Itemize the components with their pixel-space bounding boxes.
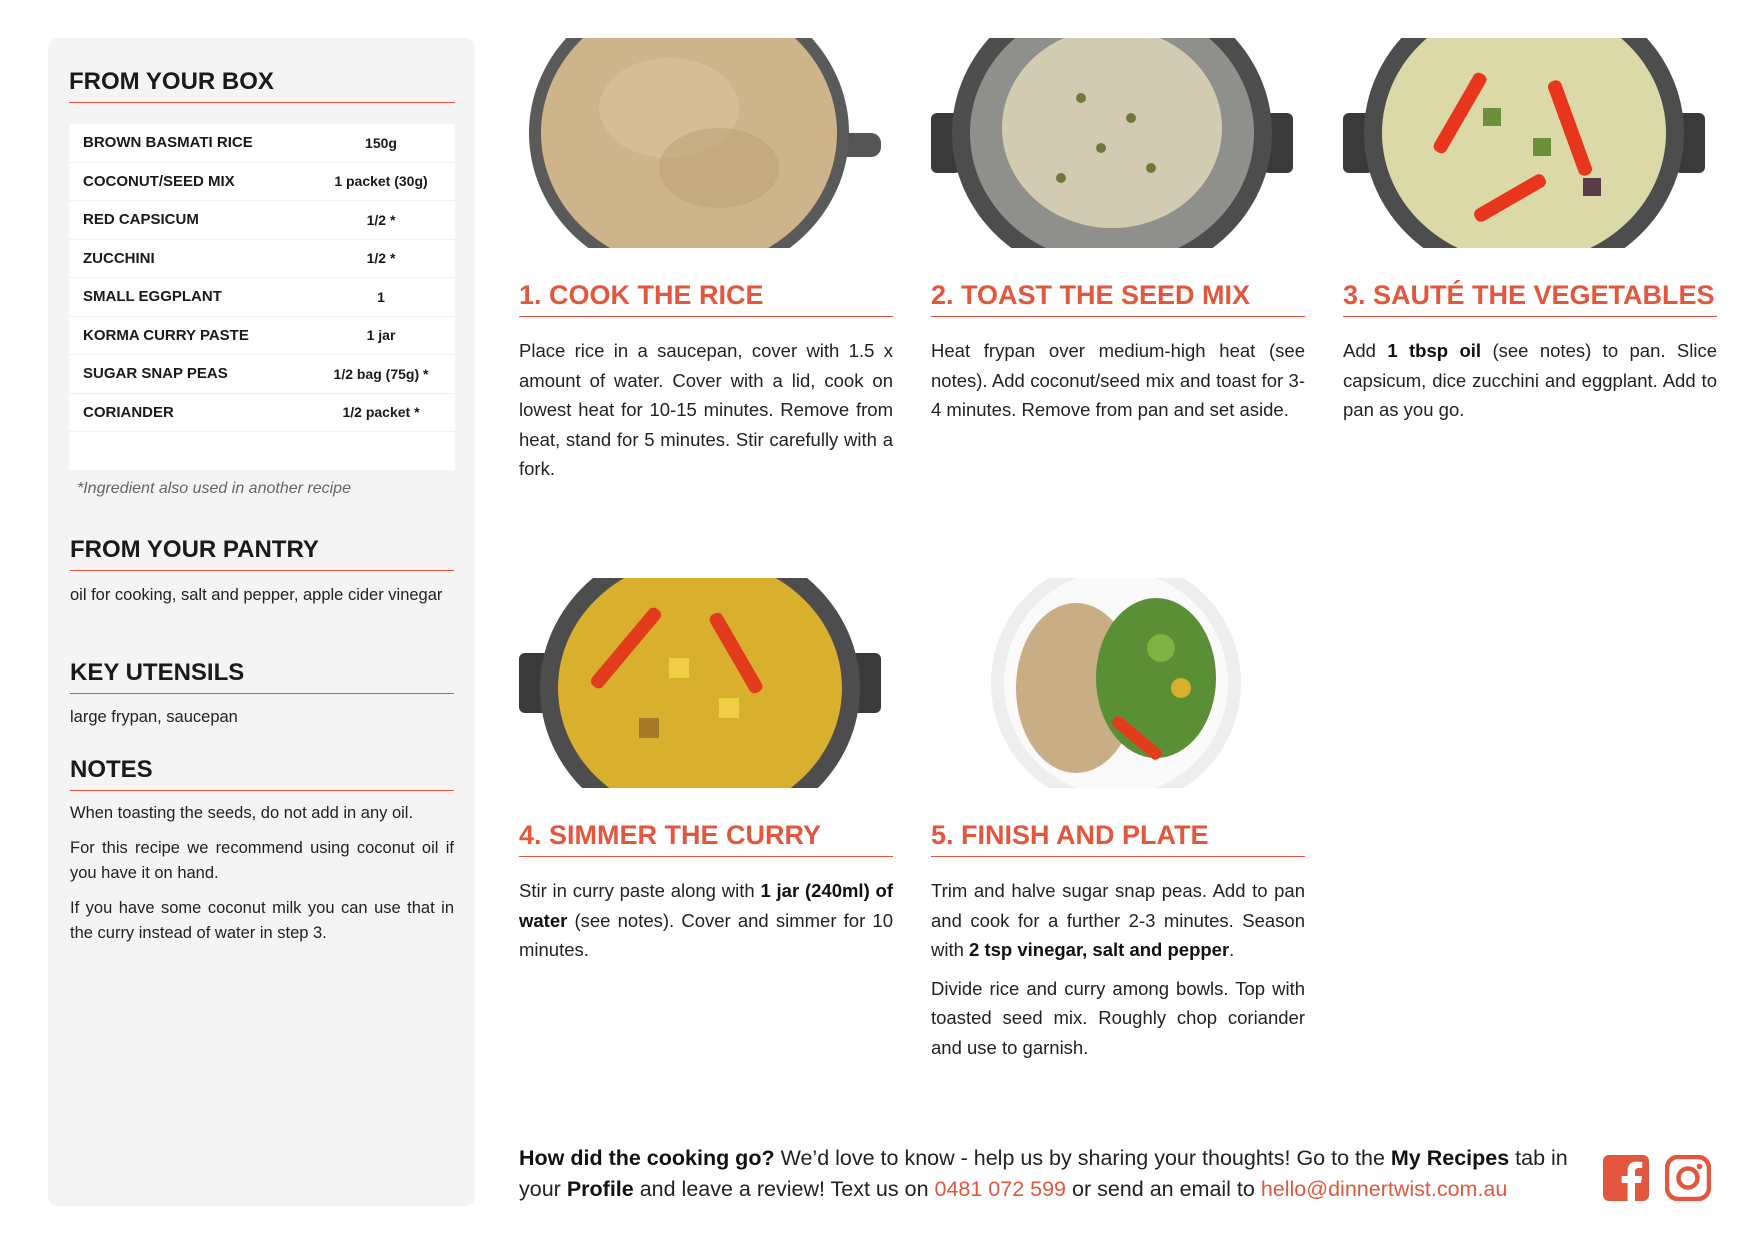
step-text-part: (see notes) to pan. Slice capsicum, dice zucchini and eggplant. Add to pan as you go. [1343,340,1718,420]
rice-pot-photo [519,38,881,248]
footer-text: and leave a review! Text us on [633,1177,935,1201]
step-text [931,336,1305,434]
facebook-icon[interactable] [1603,1155,1649,1206]
footer-text: We’d love to know - help us by sharing your thoughts! Go to the [774,1146,1391,1170]
ingredient-name: BROWN BASMATI RICE [83,134,253,152]
feedback-footer [519,1143,1579,1205]
ingredients-sidebar [48,38,475,1206]
seed-mix-pan-photo [931,38,1293,248]
vegetables-pan-photo [1343,38,1705,248]
ingredient-name: ZUCCHINI [83,249,155,267]
step-title: 5. FINISH AND PLATE [931,820,1305,857]
ingredient-qty: 1/2 bag (75g) * [333,365,429,382]
footer-text: or send an email to [1066,1177,1261,1201]
ingredients-table [69,124,455,470]
step-paragraph: Divide rice and curry among bowls. Top with toasted seed mix. Roughly chop coriander and use to garnish. [931,977,1305,1058]
plated-bowl-photo [931,578,1293,788]
notes-list [70,801,454,956]
step-title: 3. SAUTÉ THE VEGETABLES [1343,280,1717,317]
step-text-bold: 2 tsp vinegar, salt and pepper [969,939,1230,960]
step-text [519,336,893,493]
step-title: 1. COOK THE RICE [519,280,893,317]
notes-title: NOTES [70,756,454,791]
ingredient-row [69,394,455,433]
box-title: FROM YOUR BOX [69,68,455,103]
step-paragraph [1343,336,1717,425]
step-text-bold: 1 jar (240ml) of water [519,880,893,931]
ingredient-row [69,124,455,163]
footer-bold: Profile [566,1177,634,1201]
ingredient-qty: 1/2 packet * [342,404,420,421]
ingredient-name: SMALL EGGPLANT [83,288,222,306]
ingredient-row [69,240,455,279]
ingredient-name: SUGAR SNAP PEAS [83,365,228,383]
step-text-bold: 1 tbsp oil [1387,340,1482,361]
email-link[interactable]: hello@dinnertwist.com.au [1260,1177,1508,1201]
instagram-icon[interactable] [1665,1155,1711,1206]
step-paragraph: Heat frypan over medium-high heat (see notes). Add coconut/seed mix and toast for 3-4 minutes. Remove from pan and set aside. [931,340,1305,420]
ingredient-row [69,201,455,240]
footer-bold: How did the cooking go? [519,1146,775,1170]
ingredient-name: KORMA CURRY PASTE [83,326,249,344]
footer-bold: My Recipes [1390,1146,1510,1170]
step-text-part: . [1229,939,1235,960]
step-text [519,876,893,974]
utensils-title: KEY UTENSILS [70,659,454,694]
step-text [931,876,1305,1071]
step-text-part: (see notes). Cover and simmer for 10 minutes. [519,909,893,960]
step-text-part: Add [1343,340,1388,361]
note-item: If you have some coconut milk you can use that in the curry instead of water in step 3. [70,899,454,942]
step-text-part: Trim and halve sugar snap peas. Add to pan and cook for a further 2-3 minutes. Season with [931,880,1305,960]
ingredient-row [69,317,455,356]
step-text [1343,336,1717,434]
utensils-text: large frypan, saucepan [70,708,238,726]
ingredient-qty: 150g [365,134,397,151]
ingredient-row [69,355,455,394]
ingredient-qty: 1 packet (30g) [334,173,428,190]
step-paragraph [519,876,893,965]
step-title: 4. SIMMER THE CURRY [519,820,893,857]
ingredient-qty: 1 [377,288,385,305]
pantry-text: oil for cooking, salt and pepper, apple cider vinegar [70,586,443,604]
ingredient-qty: 1 jar [366,327,396,344]
step-paragraph: Place rice in a saucepan, cover with 1.5 x amount of water. Cover with a lid, cook on lowest heat for 10-15 minutes. Remove from heat, stand for 5 minutes. Stir carefully with a fork. [519,340,893,479]
ingredient-name: RED CAPSICUM [83,211,199,229]
note-item: When toasting the seeds, do not add in any oil. [70,804,414,822]
step-title: 2. TOAST THE SEED MIX [931,280,1305,317]
step-paragraph [931,876,1305,965]
ingredient-name: CORIANDER [83,403,174,421]
ingredient-row [69,278,455,317]
ingredient-footnote: *Ingredient also used in another recipe [77,480,351,497]
footer-text: tab in your [519,1146,1568,1201]
ingredient-qty: 1/2 * [366,250,396,267]
note-item: For this recipe we recommend using coconut oil if you have it on hand. [70,839,454,882]
ingredient-name: COCONUT/SEED MIX [83,172,235,190]
ingredient-row [69,163,455,202]
curry-pan-photo [519,578,881,788]
ingredient-qty: 1/2 * [366,211,396,228]
phone-link[interactable]: 0481 072 599 [934,1177,1067,1201]
step-text-part: Stir in curry paste along with [519,880,761,901]
pantry-title: FROM YOUR PANTRY [70,536,454,571]
